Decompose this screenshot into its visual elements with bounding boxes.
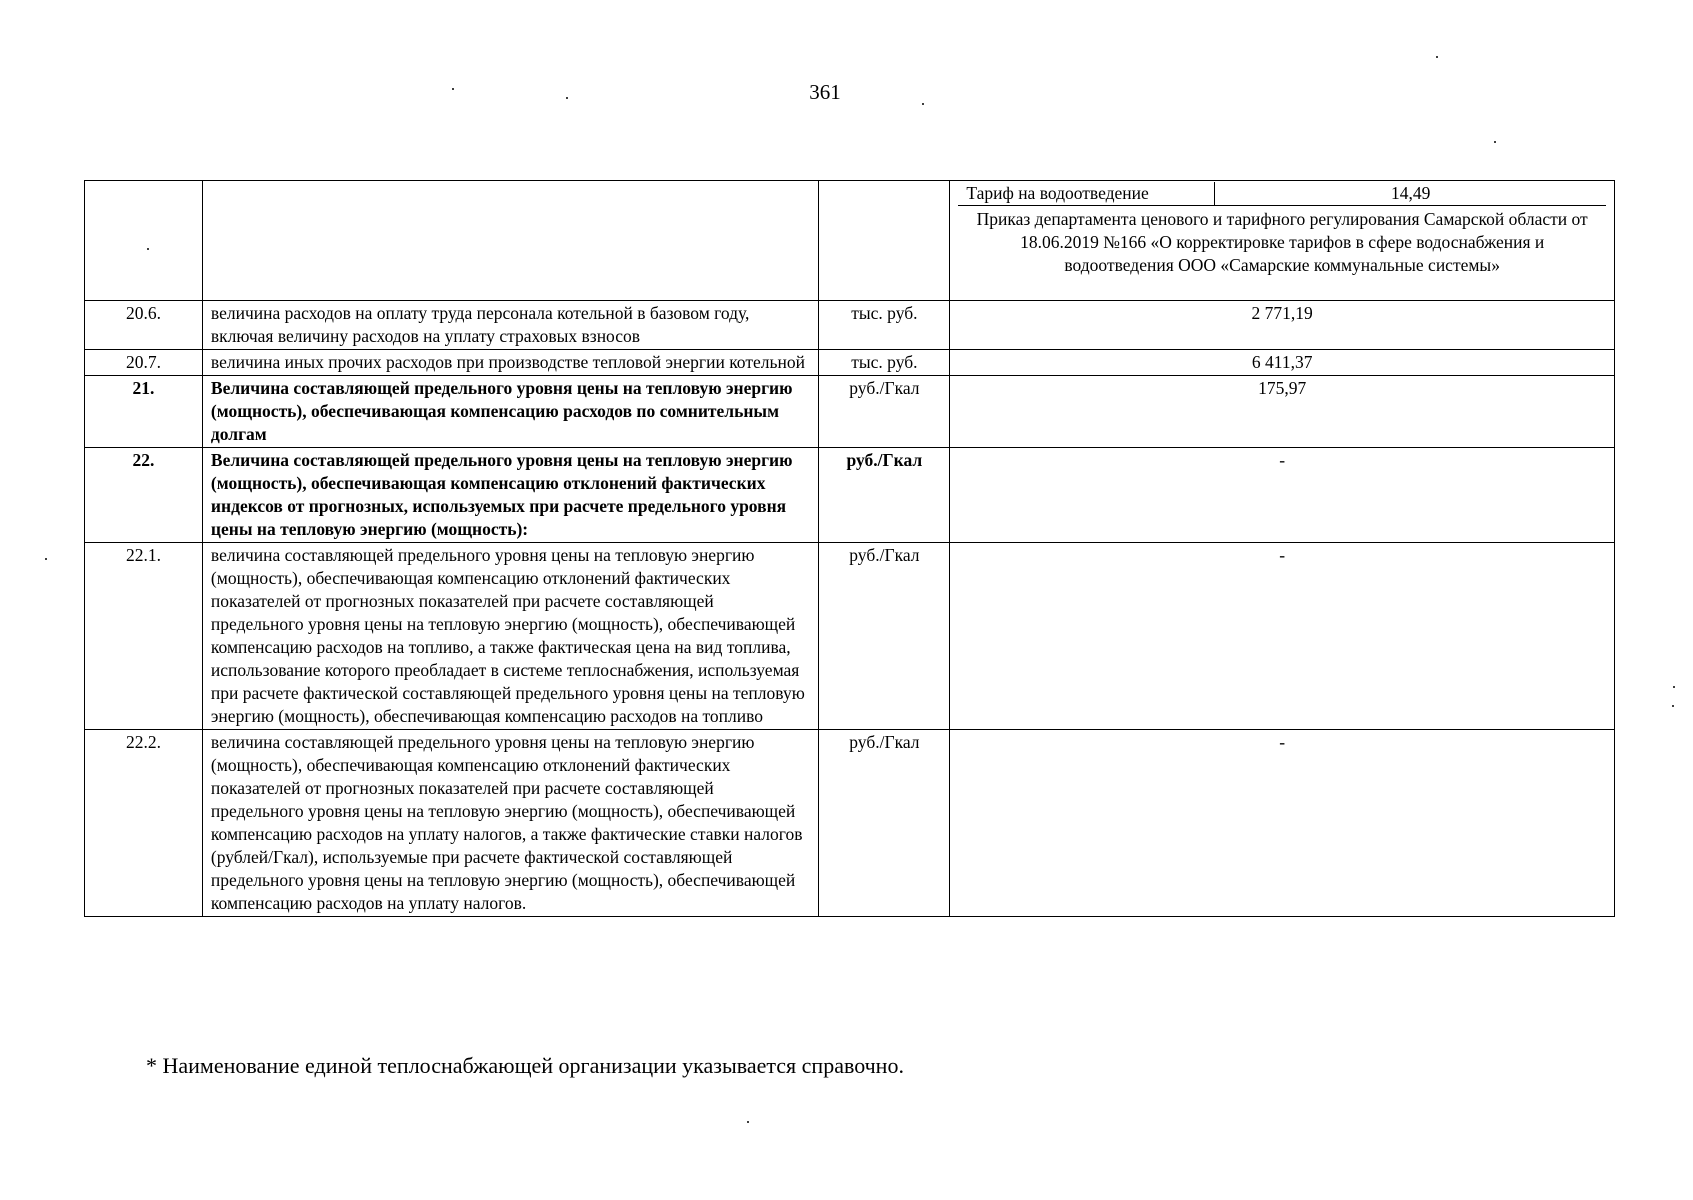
row-description: величина иных прочих расходов при производстве тепловой энергии котельной bbox=[202, 350, 819, 376]
order-reference: Приказ департамента ценового и тарифного регулирования Самарской области от 18.06.2019 №166 «О корректировке тарифов в сфере водоснабжения и водоотведения ООО «Самарские коммунальные системы» bbox=[976, 209, 1588, 275]
tariff-table bbox=[84, 180, 1615, 917]
row-value: 175,97 bbox=[950, 376, 1615, 448]
table-row bbox=[85, 730, 1615, 917]
scan-speck bbox=[922, 103, 924, 105]
table-row-order bbox=[85, 181, 1615, 301]
row-description: Величина составляющей предельного уровня цены на тепловую энергию (мощность), обеспечивающая компенсацию расходов по сомнительным долгам bbox=[202, 376, 819, 448]
scan-speck bbox=[747, 1121, 749, 1123]
row-value: 2 771,19 bbox=[950, 301, 1615, 350]
row-description: величина расходов на оплату труда персонала котельной в базовом году, включая величину расходов на уплату страховых взносов bbox=[202, 301, 819, 350]
scan-speck bbox=[147, 248, 149, 250]
table-row bbox=[85, 376, 1615, 448]
row-unit: тыс. руб. bbox=[819, 301, 950, 350]
page-number: 361 bbox=[809, 80, 841, 104]
row-unit: руб./Гкал bbox=[819, 543, 950, 730]
table-row bbox=[85, 448, 1615, 543]
tariff-value: 14,49 bbox=[1390, 183, 1431, 203]
row-number: 21. bbox=[85, 376, 203, 448]
row-unit-cell bbox=[819, 181, 950, 301]
row-number: 20.7. bbox=[85, 350, 203, 376]
scan-speck bbox=[1436, 56, 1438, 58]
table-row bbox=[85, 350, 1615, 376]
scan-speck bbox=[566, 97, 568, 99]
scan-speck bbox=[1494, 141, 1496, 143]
tariff-line bbox=[958, 182, 1606, 206]
row-number: 22.2. bbox=[85, 730, 203, 917]
row-unit: руб./Гкал bbox=[819, 448, 950, 543]
scan-speck bbox=[452, 88, 454, 90]
scan-speck bbox=[45, 558, 47, 560]
tariff-label: Тариф на водоотведение bbox=[958, 182, 1215, 205]
table-row bbox=[85, 543, 1615, 730]
row-number-cell bbox=[85, 181, 203, 301]
row-value: 6 411,37 bbox=[950, 350, 1615, 376]
row-value: - bbox=[950, 730, 1615, 917]
row-value-cell bbox=[950, 181, 1615, 301]
row-unit: руб./Гкал bbox=[819, 376, 950, 448]
table-row bbox=[85, 301, 1615, 350]
row-value: - bbox=[950, 448, 1615, 543]
row-value: - bbox=[950, 543, 1615, 730]
row-description: величина составляющей предельного уровня цены на тепловую энергию (мощность), обеспечивающая компенсацию отклонений фактических показателей от прогнозных показателей при расчете составляющей предельного уровня цены на тепловую энергию (мощность), обеспечивающей компенсацию расходов на уплату налогов, а также фактические ставки налогов (рублей/Гкал), используемые при расчете фактической составляющей предельного уровня цены на тепловую энергию (мощность), обеспечивающей компенсацию расходов на уплату налогов. bbox=[202, 730, 819, 917]
scan-speck bbox=[1672, 705, 1674, 707]
scan-speck bbox=[1673, 686, 1675, 688]
row-description: величина составляющей предельного уровня цены на тепловую энергию (мощность), обеспечивающая компенсацию отклонений фактических показателей от прогнозных показателей при расчете составляющей предельного уровня цены на тепловую энергию (мощность), обеспечивающей компенсацию расходов на топливо, а также фактическая цена на вид топлива, использование которого преобладает в системе теплоснабжения, используемая при расчете фактической составляющей предельного уровня цены на тепловую энергию (мощность), обеспечивающая компенсацию расходов на топливо bbox=[202, 543, 819, 730]
row-unit: руб./Гкал bbox=[819, 730, 950, 917]
row-unit: тыс. руб. bbox=[819, 350, 950, 376]
row-description-cell bbox=[202, 181, 819, 301]
row-number: 22.1. bbox=[85, 543, 203, 730]
row-number: 22. bbox=[85, 448, 203, 543]
footnote: * Наименование единой теплоснабжающей организации указывается справочно. bbox=[146, 1053, 904, 1078]
row-description: Величина составляющей предельного уровня цены на тепловую энергию (мощность), обеспечивающая компенсацию отклонений фактических индексов от прогнозных, используемых при расчете предельного уровня цены на тепловую энергию (мощность): bbox=[202, 448, 819, 543]
row-number: 20.6. bbox=[85, 301, 203, 350]
